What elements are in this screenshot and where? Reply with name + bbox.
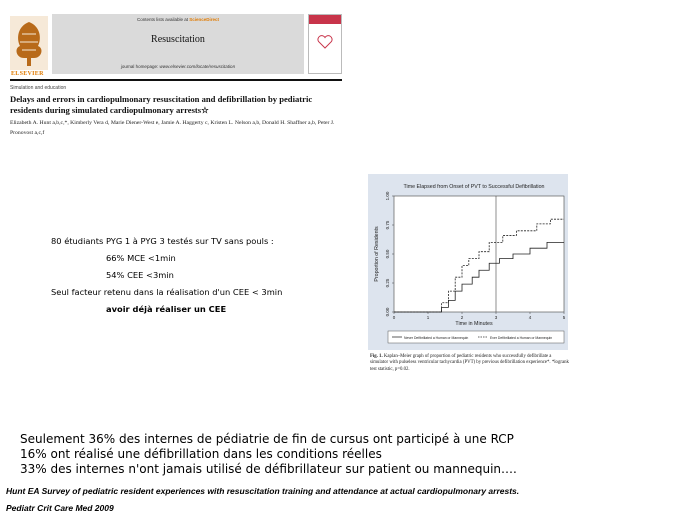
journal-article-header [10, 10, 342, 143]
legend-entry-ever: Ever Defibrillated a Human or Mannequin [490, 336, 553, 340]
chart-title: Time Elapsed from Onset of PVT to Successful Defibrillation [403, 184, 545, 190]
header-rule [10, 79, 342, 81]
note-line-cee: 54% CEE <3min [106, 270, 174, 280]
y-axis-label: Proportion of Residents [374, 226, 380, 282]
journal-cover-thumbnail [308, 14, 342, 74]
x-axis-label: Time in Minutes [455, 321, 493, 327]
plot-area [394, 196, 564, 312]
x-tick-label: 5 [562, 315, 566, 320]
homepage-line: journal homepage: www.elsevier.com/locate/resuscitation [120, 64, 236, 69]
y-tick-label: 0.75 [385, 220, 390, 230]
x-tick-label: 0 [392, 315, 396, 320]
legend-entry-never: Never Defibrillated a Human or Mannequin [404, 336, 469, 340]
sciencedirect-link: ScienceDirect [189, 17, 220, 22]
kaplan-meier-figure [368, 174, 568, 384]
article-title: Delays and errors in cardiopulmonary resuscitation and defibrillation by pediatric residents during simulated cardiopulmonary arrests☆ [10, 94, 313, 115]
reference-citation: Hunt EA Survey of pediatric resident experiences with resuscitation training and attendance at actual cardiopulmonary arrests. [6, 486, 520, 496]
statement-line-2: 16% ont réalisé une défibrillation dans les conditions réelles [20, 447, 382, 461]
x-tick-label: 3 [494, 315, 498, 320]
journal-banner [52, 14, 304, 74]
heart-icon [317, 35, 333, 49]
y-tick-label: 0.50 [385, 249, 390, 259]
statement-line-3: 33% des internes n'ont jamais utilisé de défibrillateur sur patient ou mannequin…. [20, 462, 517, 476]
figure-caption-text: Kaplan–Meier graph of proportion of pediatric residents who successfully defibrillate a simulator with pulseless ventricular tachycardia (PVT) by previous defibrillation experience*. *logrank test statistic, p=0.02. [370, 354, 569, 372]
homepage-url: www.elsevier.com/locate/resuscitation [159, 64, 236, 69]
section-label: Simulation and education [10, 85, 67, 91]
x-tick-label: 4 [528, 315, 532, 320]
publisher-name: ELSEVIER [11, 71, 44, 77]
note-line-cohort: 80 étudiants PYG 1 à PYG 3 testés sur TV sans pouls : [51, 236, 274, 246]
note-line-mce: 66% MCE <1min [106, 253, 176, 263]
y-tick-label: 1.00 [385, 191, 390, 201]
statement-line-1: Seulement 36% des internes de pédiatrie de fin de cursus ont participé à une RCP [20, 432, 514, 446]
reference-journal: Pediatr Crit Care Med 2009 [6, 503, 114, 513]
x-tick-label: 1 [426, 315, 430, 320]
figure-caption [370, 354, 570, 373]
y-tick-label: 0.00 [385, 307, 390, 317]
journal-name: Resuscitation [151, 34, 205, 45]
elsevier-tree-icon [10, 16, 48, 74]
kaplan-meier-chart [368, 174, 568, 350]
note-line-experience: avoir déjà réaliser un CEE [106, 304, 227, 314]
author-list: Elizabeth A. Hunt a,b,c,*, Kimberly Vera d, Marie Diener-West e, Jamie A. Haggerty c, Kristen L. Nelson a,b, Donald H. Shaffner a,b, Peter J. Pronovost a,c,f [10, 120, 335, 136]
y-tick-label: 0.25 [385, 278, 390, 288]
x-tick-label: 2 [460, 315, 464, 320]
figure-label: Fig. 1. [370, 354, 383, 359]
contents-line: Contents lists available at ScienceDirect [136, 17, 220, 22]
note-line-factor: Seul facteur retenu dans la réalisation d'un CEE < 3min [51, 287, 283, 297]
